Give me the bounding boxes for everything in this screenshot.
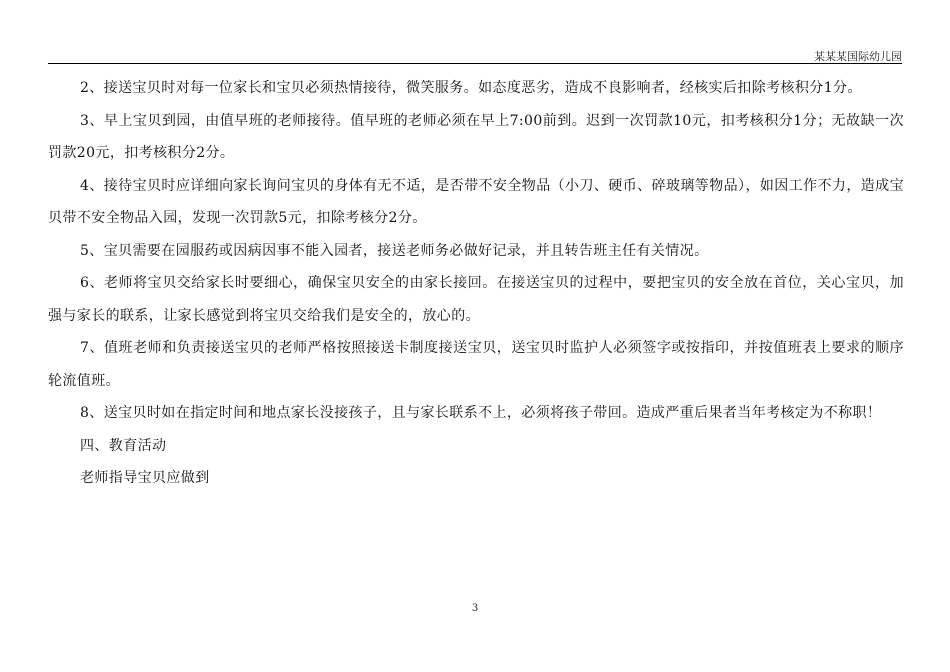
header-divider bbox=[48, 63, 902, 64]
header-title: 某某某国际幼儿园 bbox=[814, 50, 902, 63]
paragraph-item-5: 5、宝贝需要在园服药或因病因事不能入园者，接送老师务必做好记录，并且转告班主任有关情况。 bbox=[80, 242, 709, 259]
paragraph-item-8: 8、送宝贝时如在指定时间和地点家长没接孩子，且与家长联系不上，必须将孩子带回。造成严重后果者当年考核定为不称职！ bbox=[80, 405, 882, 421]
paragraph-item-4: 4、接待宝贝时应详细向家长询问宝贝的身体有无不适，是否带不安全物品（小刀、硬币、碎玻璃等物品），如因工作不力，造成宝贝带不安全物品入园，发现一次罚款5元，扣除考核分2分。 bbox=[48, 177, 904, 226]
document-body bbox=[48, 72, 904, 495]
page-number: 3 bbox=[471, 603, 479, 614]
paragraph-item-3: 3、早上宝贝到园，由值早班的老师接待。值早班的老师必须在早上7:00前到。迟到一次罚款10元，扣考核积分1分；无故缺一次罚款20元，扣考核积分2分。 bbox=[48, 112, 904, 161]
section-intro: 老师指导宝贝应做到 bbox=[80, 470, 210, 486]
paragraph-item-6: 6、老师将宝贝交给家长时要细心，确保宝贝安全的由家长接回。在接送宝贝的过程中，要把宝贝的安全放在首位，关心宝贝，加强与家长的联系，让家长感觉到将宝贝交给我们是安全的，放心的。 bbox=[48, 275, 904, 324]
paragraph-item-7: 7、值班老师和负责接送宝贝的老师严格按照接送卡制度接送宝贝，送宝贝时监护人必须签字或按指印，并按值班表上要求的顺序轮流值班。 bbox=[48, 340, 904, 389]
section-heading: 四、教育活动 bbox=[80, 437, 167, 454]
paragraph-item-2: 2、接送宝贝时对每一位家长和宝贝必须热情接待，微笑服务。如态度恶劣，造成不良影响者，经核实后扣除考核积分1分。 bbox=[80, 80, 862, 96]
